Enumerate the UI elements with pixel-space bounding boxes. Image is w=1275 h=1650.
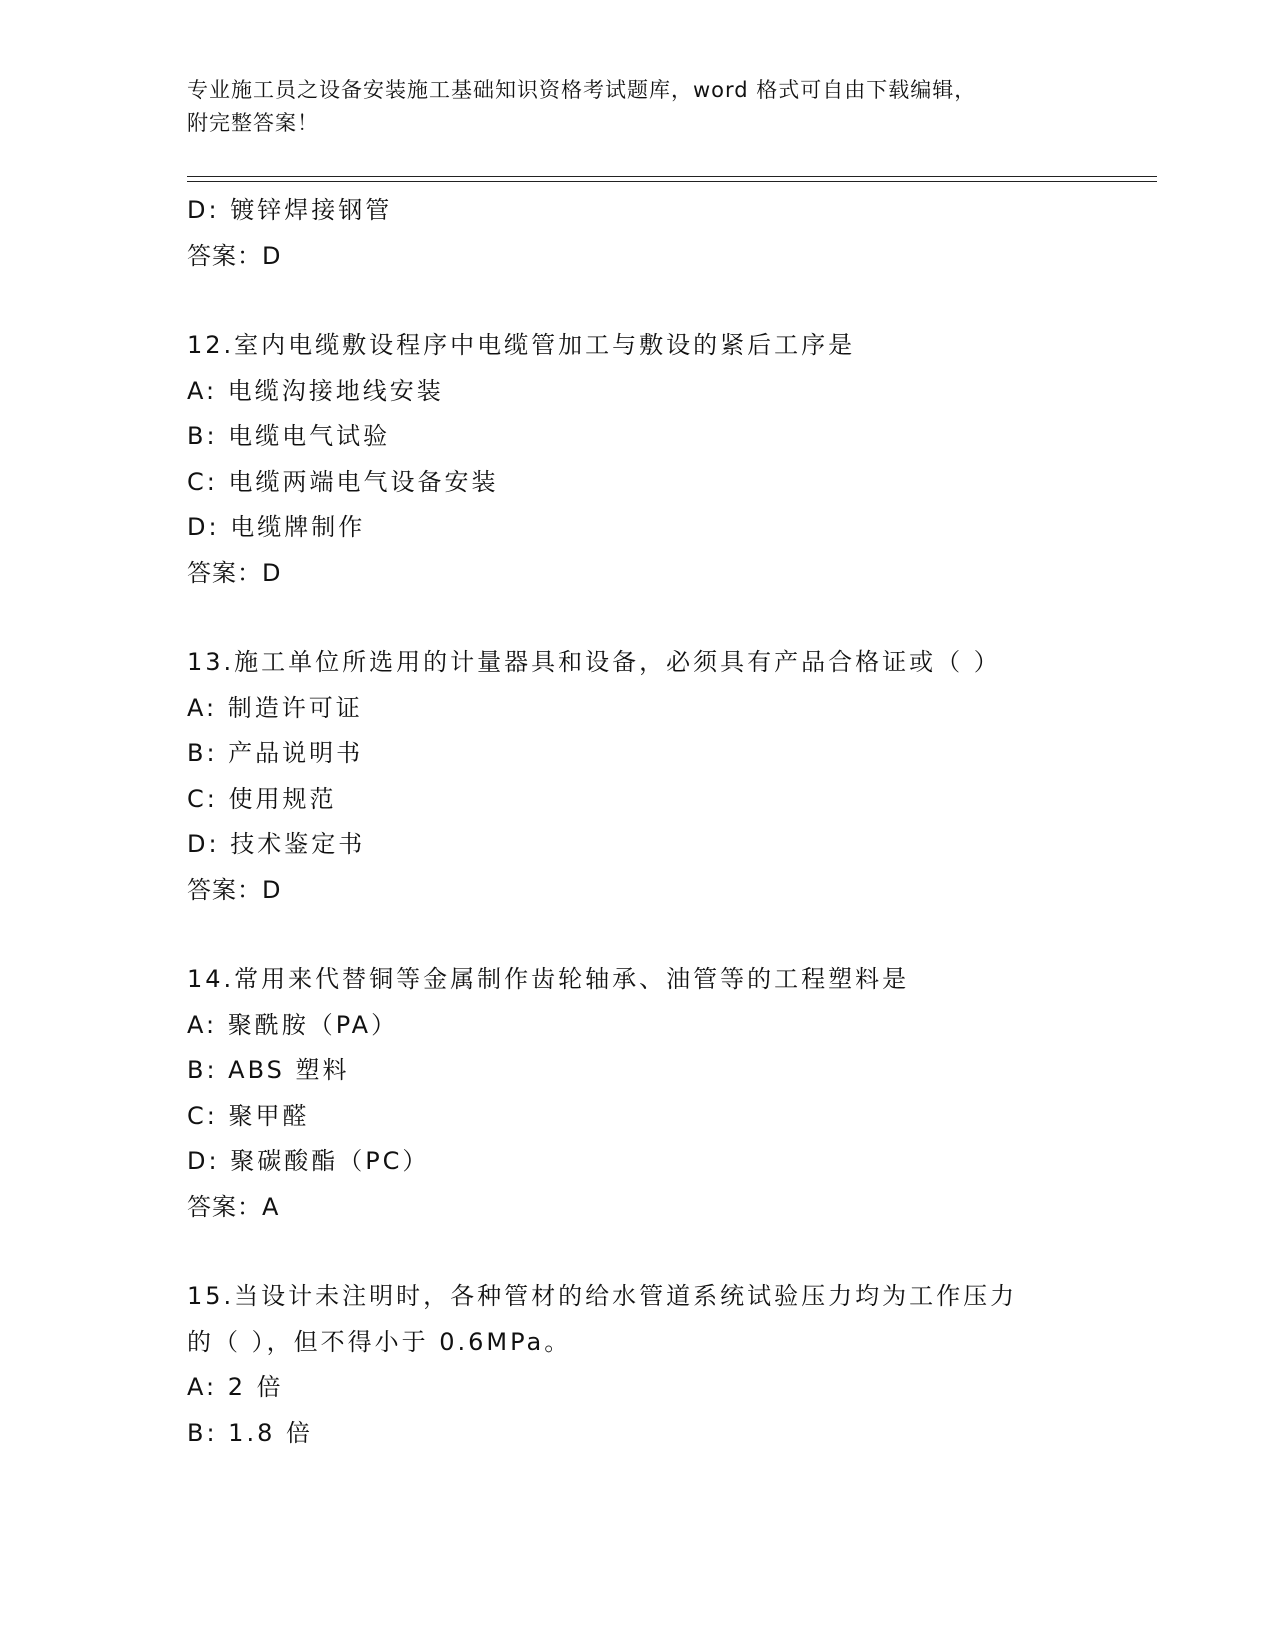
- question-block-15: [187, 1274, 1087, 1456]
- option-b: B: 产品说明书: [187, 739, 364, 767]
- question-stem: 12.室内电缆敷设程序中电缆管加工与敷设的紧后工序是: [187, 331, 856, 359]
- question-block-prev: [187, 188, 1087, 279]
- header-divider-top: [187, 176, 1157, 177]
- question-stem-line-1: 15.当设计未注明时，各种管材的给水管道系统试验压力均为工作压力: [187, 1282, 1018, 1310]
- header-line-2: 附完整答案！: [187, 111, 319, 135]
- question-block-13: [187, 640, 1087, 913]
- header-divider-bottom: [187, 181, 1157, 182]
- spacer: [187, 596, 1087, 640]
- option-c: C: 电缆两端电气设备安装: [187, 467, 499, 496]
- option-b: B: ABS 塑料: [187, 1056, 350, 1084]
- spacer: [187, 913, 1087, 957]
- option-d: D: 镀锌焊接钢管: [187, 196, 393, 224]
- option-a: A: 电缆沟接地线安装: [187, 376, 444, 405]
- option-d: D: 技术鉴定书: [187, 830, 366, 858]
- option-a: A: 2 倍: [187, 1373, 284, 1401]
- answer-line: 答案：D: [187, 241, 282, 270]
- spacer: [187, 279, 1087, 323]
- question-block-12: [187, 323, 1087, 596]
- question-list: [187, 188, 1087, 1456]
- option-a: A: 制造许可证: [187, 693, 363, 722]
- option-a: A: 聚酰胺（PA）: [187, 1010, 399, 1039]
- option-c: C: 使用规范: [187, 784, 337, 813]
- document-header: [187, 74, 1067, 140]
- option-c: C: 聚甲醛: [187, 1101, 310, 1130]
- question-stem: 13.施工单位所选用的计量器具和设备，必须具有产品合格证或（ ）: [187, 648, 1001, 676]
- question-block-14: [187, 957, 1087, 1230]
- option-d: D: 电缆牌制作: [187, 513, 366, 541]
- answer-line: 答案：A: [187, 1192, 280, 1221]
- option-d: D: 聚碳酸酯（PC）: [187, 1147, 430, 1175]
- answer-line: 答案：D: [187, 558, 282, 587]
- option-b: B: 电缆电气试验: [187, 422, 391, 450]
- spacer: [187, 1230, 1087, 1274]
- header-line-1: 专业施工员之设备安装施工基础知识资格考试题库，word 格式可自由下载编辑，: [187, 78, 977, 102]
- question-stem-line-2: 的（ ），但不得小于 0.6MPa。: [187, 1327, 572, 1356]
- question-stem: 14.常用来代替铜等金属制作齿轮轴承、油管等的工程塑料是: [187, 965, 910, 993]
- answer-line: 答案：D: [187, 875, 282, 904]
- option-b: B: 1.8 倍: [187, 1418, 313, 1447]
